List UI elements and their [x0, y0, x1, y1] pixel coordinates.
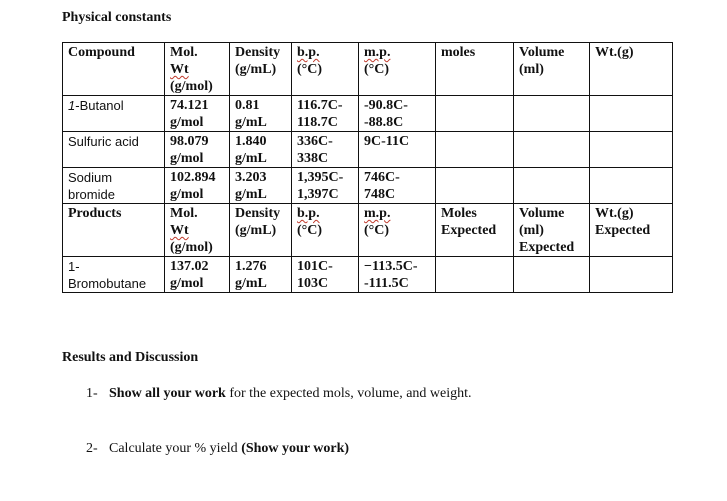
question-number: 1-	[86, 386, 98, 401]
mol-wt-value: 98.079 g/mol	[165, 132, 230, 168]
reactant-header-row	[63, 43, 673, 96]
compound-name: Sulfuric acid	[63, 132, 165, 168]
question-1	[86, 386, 472, 402]
header-moles: moles	[436, 43, 514, 96]
mp-value: −113.5C- -111.5C	[359, 257, 436, 293]
header-density: Density (g/mL)	[230, 43, 292, 96]
bp-value: 336C- 338C	[292, 132, 359, 168]
product-header-row	[63, 204, 673, 257]
question-bold-text: (Show your work)	[241, 441, 350, 456]
question-number: 2-	[86, 441, 98, 456]
density-value: 0.81 g/mL	[230, 96, 292, 132]
density-value: 3.203 g/mL	[230, 168, 292, 204]
density-value: 1.840 g/mL	[230, 132, 292, 168]
weight-expected-cell[interactable]	[590, 257, 673, 293]
mol-wt-value: 74.121 g/mol	[165, 96, 230, 132]
question-2	[86, 441, 349, 457]
question-text: Calculate your % yield	[109, 441, 242, 456]
section-title-results-discussion: Results and Discussion	[62, 350, 199, 365]
mp-value: -90.8C- -88.8C	[359, 96, 436, 132]
physical-constants-table	[62, 42, 673, 293]
mol-wt-value: 102.894 g/mol	[165, 168, 230, 204]
section-title-physical-constants: Physical constants	[62, 10, 172, 25]
moles-expected-cell[interactable]	[436, 257, 514, 293]
header-volume: Volume (ml)	[514, 43, 590, 96]
question-bold-text: Show all your work	[109, 386, 226, 401]
density-value: 1.276 g/mL	[230, 257, 292, 293]
reactant-row-sulfuric-acid	[63, 132, 673, 168]
header-mol-wt: Mol. Wt (g/mol)	[165, 43, 230, 96]
header-products: Products	[63, 204, 165, 257]
mp-value: 9C-11C	[359, 132, 436, 168]
moles-cell[interactable]	[436, 168, 514, 204]
moles-cell[interactable]	[436, 96, 514, 132]
reactant-row-sodium-bromide	[63, 168, 673, 204]
header-compound: Compound	[63, 43, 165, 96]
weight-cell[interactable]	[590, 168, 673, 204]
header-mp: m.p. (°C)	[359, 204, 436, 257]
mol-wt-value: 137.02 g/mol	[165, 257, 230, 293]
product-name: 1- Bromobutane	[63, 257, 165, 293]
mp-value: 746C- 748C	[359, 168, 436, 204]
header-bp: b.p. (°C)	[292, 204, 359, 257]
weight-cell[interactable]	[590, 96, 673, 132]
header-weight-expected: Wt.(g) Expected	[590, 204, 673, 257]
volume-cell[interactable]	[514, 168, 590, 204]
volume-expected-cell[interactable]	[514, 257, 590, 293]
compound-name: Sodium bromide	[63, 168, 165, 204]
compound-name: 1-Butanol	[63, 96, 165, 132]
header-volume-expected: Volume (ml) Expected	[514, 204, 590, 257]
bp-value: 116.7C- 118.7C	[292, 96, 359, 132]
header-density: Density (g/mL)	[230, 204, 292, 257]
volume-cell[interactable]	[514, 96, 590, 132]
weight-cell[interactable]	[590, 132, 673, 168]
bp-value: 1,395C- 1,397C	[292, 168, 359, 204]
product-row-1-bromobutane	[63, 257, 673, 293]
header-moles-expected: Moles Expected	[436, 204, 514, 257]
bp-value: 101C- 103C	[292, 257, 359, 293]
header-mp: m.p. (°C)	[359, 43, 436, 96]
moles-cell[interactable]	[436, 132, 514, 168]
volume-cell[interactable]	[514, 132, 590, 168]
header-weight: Wt.(g)	[590, 43, 673, 96]
question-text: for the expected mols, volume, and weight.	[225, 386, 472, 401]
header-bp: b.p. (°C)	[292, 43, 359, 96]
header-mol-wt: Mol. Wt (g/mol)	[165, 204, 230, 257]
reactant-row-1-butanol	[63, 96, 673, 132]
